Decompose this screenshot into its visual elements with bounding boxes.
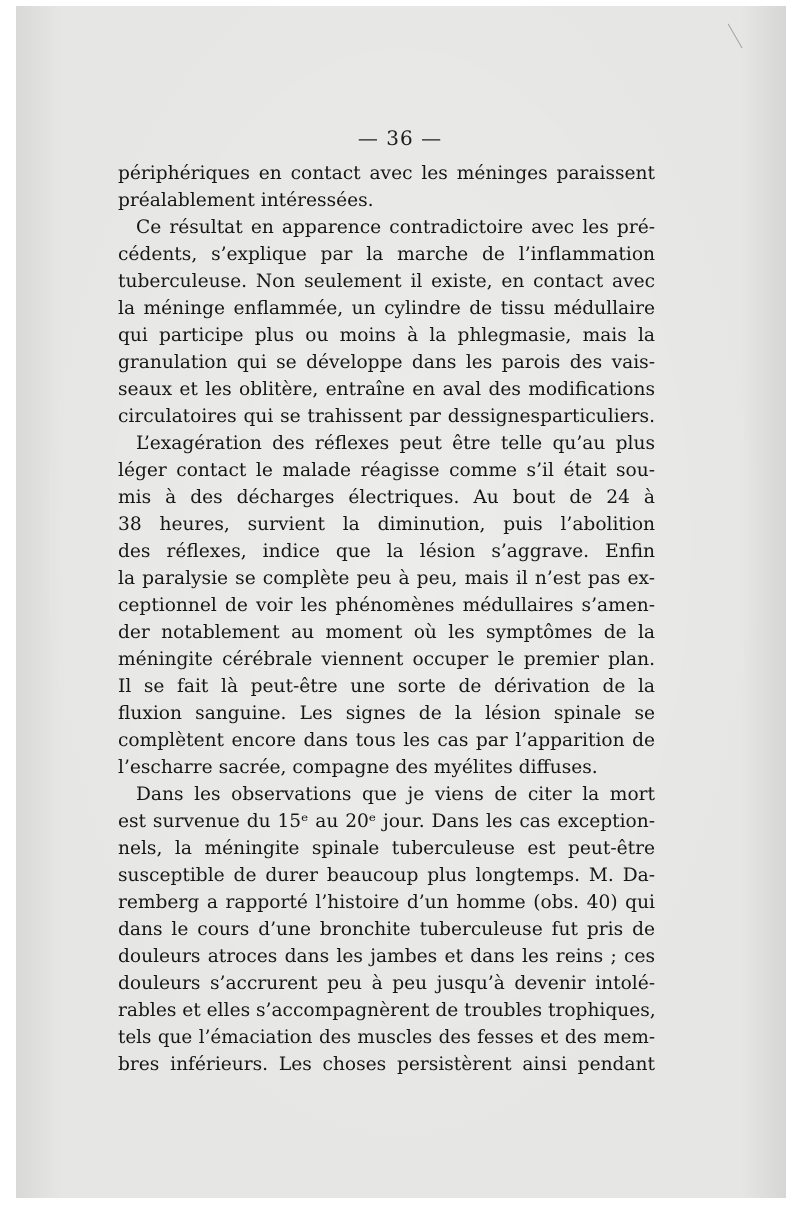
text-line: dans le cours d’une bronchite tuberculeuse fut pris de — [118, 919, 655, 940]
text-line: circulatoires qui se trahissent par dessignesparticuliers. — [118, 406, 655, 427]
text-line: complètent encore dans tous les cas par l’apparition de — [118, 730, 655, 751]
text-line: qui participe plus ou moins à la phlegmasie, mais la — [118, 325, 655, 346]
text-line: bres inférieurs. Les choses persistèrent ainsi pendant — [118, 1054, 655, 1075]
text-line: granulation qui se développe dans les parois des vais- — [118, 352, 655, 373]
text-line: périphériques en contact avec les méninges paraissent — [118, 163, 655, 184]
text-line: douleurs s’accrurent peu à peu jusqu’à devenir intolé- — [118, 973, 655, 994]
text-line: 38 heures, survient la diminution, puis l’abolition — [118, 514, 655, 535]
text-line: douleurs atroces dans les jambes et dans les reins ; ces — [118, 946, 655, 967]
text-line: L’exagération des réflexes peut être telle qu’au plus — [136, 433, 655, 454]
text-line: léger contact le malade réagisse comme s’il était sou- — [118, 460, 655, 481]
text-line: Dans les observations que je viens de citer la mort — [136, 784, 655, 805]
text-line: des réflexes, indice que la lésion s’aggrave. Enfin — [118, 541, 655, 562]
text-line: est survenue du 15ᵉ au 20ᵉ jour. Dans les cas exception- — [118, 811, 655, 832]
body-text — [118, 160, 655, 1078]
text-line: der notablement au moment où les symptômes de la — [118, 622, 655, 643]
text-line: susceptible de durer beaucoup plus longtemps. M. Da- — [118, 865, 655, 886]
text-line: fluxion sanguine. Les signes de la lésion spinale se — [118, 703, 655, 724]
text-line: seaux et les oblitère, entraîne en aval des modifications — [118, 379, 655, 400]
page-number: — 36 — — [357, 126, 443, 150]
text-line: tuberculeuse. Non seulement il existe, en contact avec — [118, 271, 655, 292]
text-line: la méninge enflammée, un cylindre de tissu médullaire — [118, 298, 655, 319]
text-line: Ce résultat en apparence contradictoire avec les pré- — [136, 217, 655, 238]
text-line: ceptionnel de voir les phénomènes médullaires s’amen- — [118, 595, 655, 616]
text-line: Il se fait là peut-être une sorte de dérivation de la — [118, 676, 655, 697]
text-line: tels que l’émaciation des muscles des fesses et des mem- — [118, 1027, 655, 1048]
text-line: mis à des décharges électriques. Au bout de 24 à — [118, 487, 655, 508]
text-line: préalablement intéressées. — [118, 190, 374, 211]
text-line: remberg a rapporté l’histoire d’un homme (obs. 40) qui — [118, 892, 655, 913]
text-line: l’escharre sacrée, compagne des myélites diffuses. — [118, 757, 598, 778]
text-line: rables et elles s’accompagnèrent de troubles trophiques, — [118, 1000, 656, 1021]
text-line: nels, la méningite spinale tuberculeuse est peut-être — [118, 838, 655, 859]
text-line: la paralysie se complète peu à peu, mais il n’est pas ex- — [118, 568, 655, 589]
text-line: cédents, s’explique par la marche de l’inflammation — [118, 244, 655, 265]
text-line: méningite cérébrale viennent occuper le premier plan. — [118, 649, 655, 670]
corner-mark — [728, 12, 764, 49]
